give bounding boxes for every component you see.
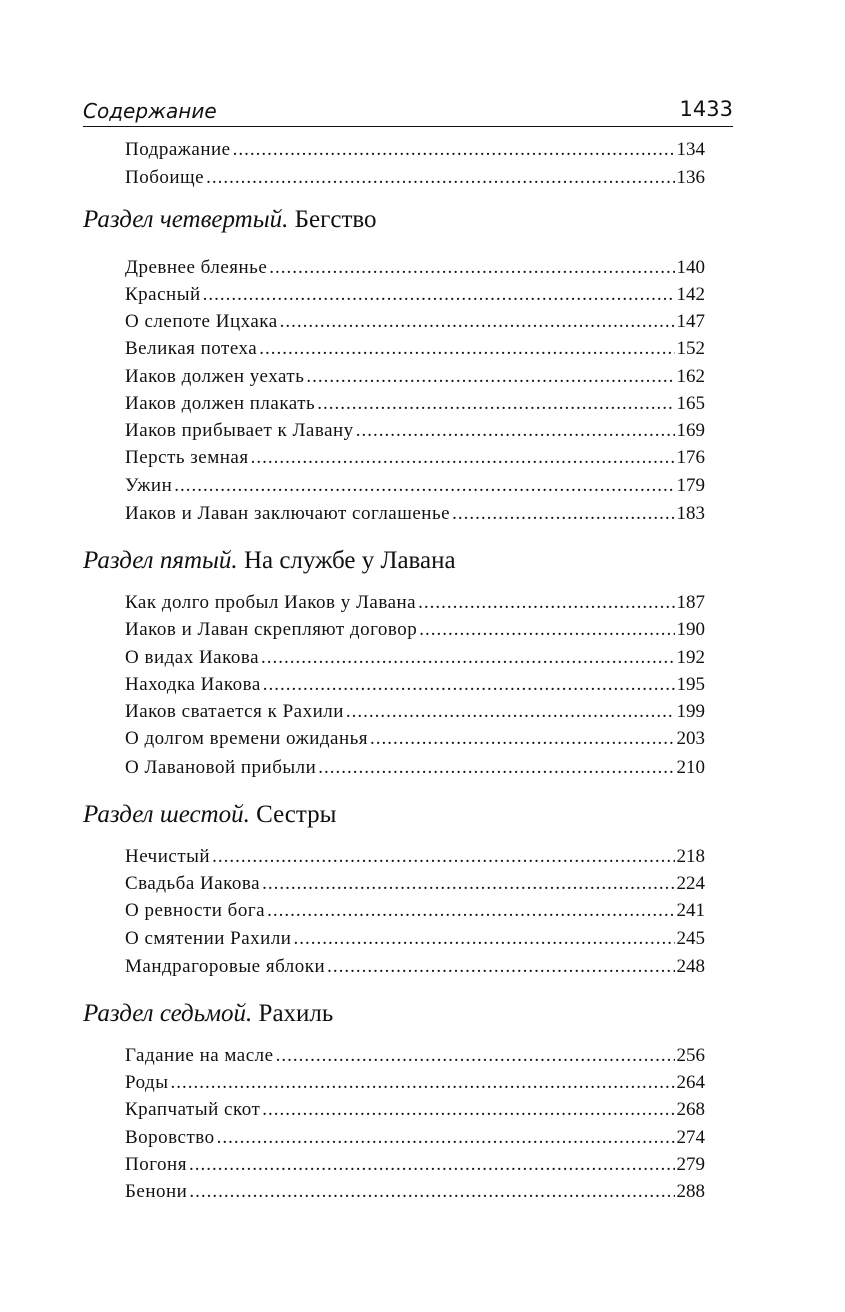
toc-entry-page: 268 <box>676 1099 705 1120</box>
leader-dots <box>418 590 674 616</box>
leader-dots <box>251 445 675 471</box>
section-label: Раздел пятый. <box>83 547 238 574</box>
toc-entry-title: Красный <box>125 284 201 305</box>
toc-entry <box>125 755 705 781</box>
toc-entry <box>125 645 705 671</box>
toc-entry-page: 210 <box>676 757 705 778</box>
toc-entry <box>125 137 705 163</box>
toc-entry-title: О ревности бога <box>125 900 266 921</box>
leader-dots <box>318 755 674 781</box>
toc-entry <box>125 954 705 980</box>
toc-entry-title: Великая потеха <box>125 338 258 359</box>
toc-entry-page: 288 <box>676 1181 705 1202</box>
toc-entry-page: 199 <box>676 701 705 722</box>
toc-entry-title: Подражание <box>125 139 231 160</box>
toc-entry <box>125 590 705 616</box>
leader-dots <box>306 364 674 390</box>
toc-entry <box>125 418 705 444</box>
leader-dots <box>419 617 674 643</box>
toc-entry-title: Как долго пробыл Иаков у Лавана <box>125 592 417 613</box>
toc-entry-page: 190 <box>676 619 705 640</box>
toc-entry <box>125 364 705 390</box>
toc-entry <box>125 672 705 698</box>
leader-dots <box>276 1043 675 1069</box>
running-header-page-number: 1433 <box>679 97 733 121</box>
section-title: Бегство <box>294 206 377 233</box>
running-header <box>83 96 733 127</box>
toc-entry-title: О смятении Рахили <box>125 928 292 949</box>
toc-entry-title: О видах Иакова <box>125 647 260 668</box>
section-label: Раздел четвертый. <box>83 206 289 233</box>
section-title: Рахиль <box>258 1000 334 1027</box>
leader-dots <box>267 898 674 924</box>
leader-dots <box>293 926 674 952</box>
leader-dots <box>206 165 674 191</box>
toc-entry-title: Нечистый <box>125 846 211 867</box>
toc-entry-page: 241 <box>676 900 705 921</box>
toc-entry-page: 187 <box>676 592 705 613</box>
toc-entry <box>125 445 705 471</box>
toc-entry <box>125 165 705 191</box>
leader-dots <box>262 871 674 897</box>
toc-entry-title: Иаков сватается к Рахили <box>125 701 344 722</box>
running-header-title: Содержание <box>83 99 217 123</box>
toc-entry-page: 248 <box>676 956 705 977</box>
leader-dots <box>259 336 674 362</box>
leader-dots <box>203 282 675 308</box>
toc-entry-page: 152 <box>676 338 705 359</box>
toc-entry <box>125 844 705 870</box>
toc-entry-title: Гадание на масле <box>125 1045 274 1066</box>
toc-entry-page: 274 <box>676 1127 705 1148</box>
section-title: На службе у Лавана <box>243 547 456 574</box>
leader-dots <box>233 137 675 163</box>
leader-dots <box>212 844 674 870</box>
toc-entry <box>125 336 705 362</box>
toc-entry <box>125 871 705 897</box>
toc-entry-page: 245 <box>676 928 705 949</box>
toc-entry-title: Находка Иакова <box>125 674 261 695</box>
section-label: Раздел седьмой. <box>83 1000 253 1027</box>
toc-entry-page: 256 <box>676 1045 705 1066</box>
toc-entry-page: 195 <box>676 674 705 695</box>
section-title: Сестры <box>256 801 337 828</box>
leader-dots <box>189 1179 674 1205</box>
toc-entry-page: 134 <box>676 139 705 160</box>
toc-entry-page: 218 <box>676 846 705 867</box>
section-heading <box>83 203 377 237</box>
toc-entry-title: Воровство <box>125 1127 215 1148</box>
leader-dots <box>269 255 674 281</box>
toc-entry <box>125 926 705 952</box>
toc-entry-page: 136 <box>676 167 705 188</box>
toc-entry-page: 165 <box>676 393 705 414</box>
toc-entry <box>125 1097 705 1123</box>
toc-entry-title: Крапчатый скот <box>125 1099 261 1120</box>
toc-entry <box>125 617 705 643</box>
toc-entry <box>125 1043 705 1069</box>
toc-entry-title: Бенони <box>125 1181 188 1202</box>
toc-entry <box>125 501 705 527</box>
toc-entry <box>125 1125 705 1151</box>
toc-entry-page: 192 <box>676 647 705 668</box>
toc-entry-page: 203 <box>676 728 705 749</box>
toc-entry-page: 140 <box>676 257 705 278</box>
leader-dots <box>327 954 674 980</box>
toc-entry <box>125 282 705 308</box>
toc-entry-title: О долгом времени ожиданья <box>125 728 369 749</box>
section-heading <box>83 798 336 832</box>
leader-dots <box>217 1125 675 1151</box>
leader-dots <box>317 391 674 417</box>
leader-dots <box>174 473 674 499</box>
toc-entry-page: 147 <box>676 311 705 332</box>
leader-dots <box>261 645 674 671</box>
toc-entry-title: Персть земная <box>125 447 249 468</box>
toc-entry-page: 176 <box>676 447 705 468</box>
leader-dots <box>262 1097 674 1123</box>
leader-dots <box>346 699 675 725</box>
toc-entry <box>125 898 705 924</box>
leader-dots <box>356 418 675 444</box>
toc-entry-title: Погоня <box>125 1154 187 1175</box>
toc-entry-page: 224 <box>676 873 705 894</box>
toc-entry-title: Побоище <box>125 167 205 188</box>
leader-dots <box>280 309 675 335</box>
toc-entry <box>125 1070 705 1096</box>
toc-entry-page: 279 <box>676 1154 705 1175</box>
toc-entry-title: Иаков прибывает к Лавану <box>125 420 354 441</box>
toc-entry <box>125 255 705 281</box>
toc-entry-title: Свадьба Иакова <box>125 873 261 894</box>
toc-entry-title: О слепоте Ицхака <box>125 311 278 332</box>
toc-entry <box>125 1152 705 1178</box>
toc-entry-title: Мандрагоровые яблоки <box>125 956 326 977</box>
toc-entry-page: 162 <box>676 366 705 387</box>
leader-dots <box>370 726 674 752</box>
toc-entry <box>125 391 705 417</box>
toc-entry-title: О Лавановой прибыли <box>125 757 317 778</box>
toc-entry-title: Роды <box>125 1072 169 1093</box>
section-label: Раздел шестой. <box>83 801 250 828</box>
section-heading <box>83 997 333 1031</box>
leader-dots <box>170 1070 674 1096</box>
leader-dots <box>263 672 675 698</box>
toc-entry-page: 183 <box>676 503 705 524</box>
section-heading <box>83 544 456 578</box>
toc-entry-title: Древнее блеянье <box>125 257 268 278</box>
toc-entry-title: Иаков должен уехать <box>125 366 305 387</box>
toc-entry <box>125 309 705 335</box>
toc-entry-title: Иаков должен плакать <box>125 393 316 414</box>
toc-entry-title: Иаков и Лаван заключают соглашенье <box>125 503 451 524</box>
toc-entry-page: 169 <box>676 420 705 441</box>
toc-entry <box>125 1179 705 1205</box>
leader-dots <box>189 1152 675 1178</box>
toc-entry-page: 264 <box>676 1072 705 1093</box>
leader-dots <box>452 501 674 527</box>
toc-entry-title: Иаков и Лаван скрепляют договор <box>125 619 418 640</box>
toc-entry <box>125 473 705 499</box>
toc-entry-page: 179 <box>676 475 705 496</box>
toc-entry <box>125 726 705 752</box>
toc-entry-page: 142 <box>676 284 705 305</box>
toc-entry-title: Ужин <box>125 475 173 496</box>
toc-entry <box>125 699 705 725</box>
